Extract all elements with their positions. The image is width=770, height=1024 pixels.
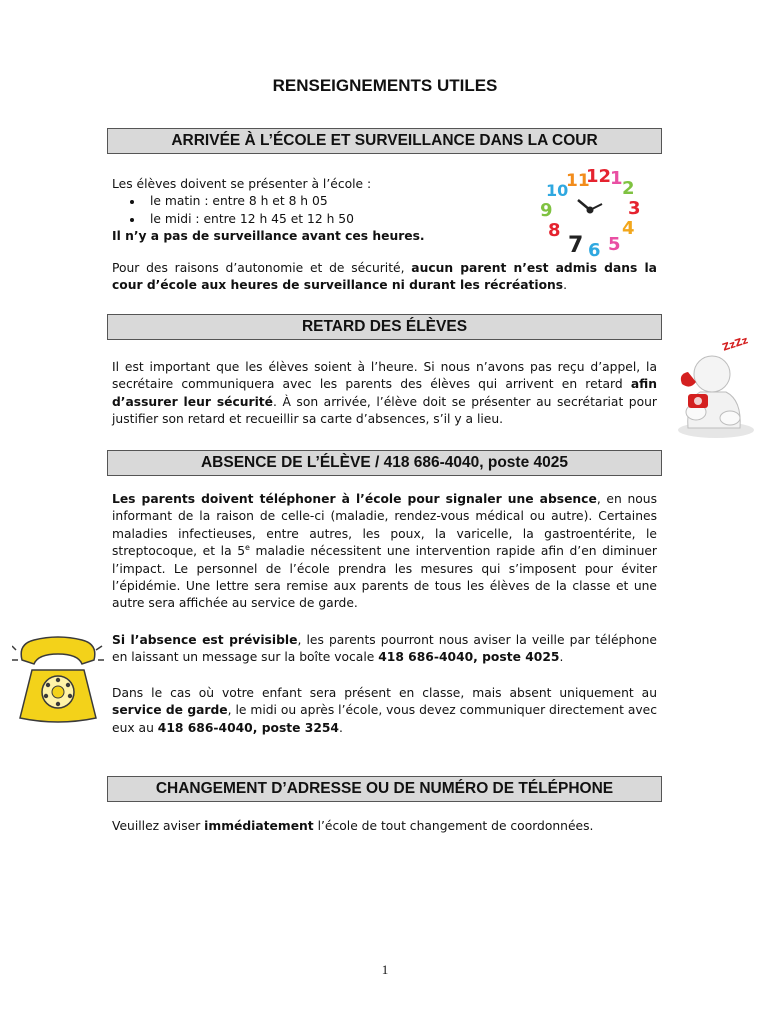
clock-number-5: 5 xyxy=(608,234,621,255)
section-heading-absence: ABSENCE DE L’ÉLÈVE / 418 686-4040, poste 4025 xyxy=(107,450,662,476)
list-item: • le midi : entre 12 h 45 et 12 h 50 xyxy=(144,211,532,228)
arrival-paragraph: Pour des raisons d’autonomie et de sécurité, aucun parent n’est admis dans la cour d’école aux heures de surveillance ni durant les récréations. xyxy=(112,261,657,293)
arrival-intro: Les élèves doivent se présenter à l’école : xyxy=(112,177,372,191)
clock-number-1: 1 xyxy=(610,168,623,189)
clock-number-9: 9 xyxy=(540,200,553,221)
clock-number-3: 3 xyxy=(628,198,641,219)
section-heading-lateness: RETARD DES ÉLÈVES xyxy=(107,314,662,340)
absence-paragraph-3: Dans le cas où votre enfant sera présent en classe, mais absent uniquement au service de garde, le midi ou après l’école, vous devez communiquer directement avec eux au 418 686-4040, poste 3254. xyxy=(112,686,657,735)
section-heading-arrival: ARRIVÉE À L’ÉCOLE ET SURVEILLANCE DANS LA COUR xyxy=(107,128,662,154)
lateness-paragraph: Il est important que les élèves soient à l’heure. Si nous n’avons pas reçu d’appel, la secrétaire communiquera avec les parents des élèves qui arrivent en retard afin d’assurer leur sécurité. À son arrivée, l’élève doit se présenter au secrétariat pour justifier son retard et recueillir sa carte d’absences, s’il y a lieu. xyxy=(112,360,657,427)
clock-number-6: 6 xyxy=(588,240,601,260)
page-number: 1 xyxy=(381,962,389,977)
clock-number-8: 8 xyxy=(548,220,561,241)
telephone-illustration xyxy=(12,630,104,728)
clock-number-2: 2 xyxy=(622,178,635,199)
address-change-paragraph: Veuillez aviser immédiatement l’école de tout changement de coordonnées. xyxy=(112,819,594,833)
clock-number-11: 11 xyxy=(566,171,590,191)
no-supervision-warning: Il n’y a pas de surveillance avant ces heures. xyxy=(112,229,425,244)
clock-number-12: 12 xyxy=(586,166,612,187)
clock-number-4: 4 xyxy=(622,218,635,239)
clock-number-10: 10 xyxy=(546,181,569,200)
absence-paragraph-2: Si l’absence est prévisible, les parents pourront nous aviser la veille par téléphone en laissant un message sur la boîte vocale 418 686-4040, poste 4025. xyxy=(112,633,657,665)
arrival-times-list xyxy=(112,193,532,228)
absence-paragraph-1: Les parents doivent téléphoner à l’école pour signaler une absence, en nous informant de la raison de celle-ci (maladie, rendez-vous médical ou autre). Certaines maladies infectieuses, entre autres, les poux, la varicelle, la gastroentérite, le streptocoque, et la 5e maladie nécessitent une intervention rapide afin d’en diminuer l’impact. Le personnel de l’école prendra les mesures qui s’imposent pour éviter l’épidémie. Une lettre sera remise aux parents de tous les élèves de la classe et une autre sera affichée au service de garde. xyxy=(112,492,657,611)
clock-number-7: 7 xyxy=(568,233,584,258)
svg-text:ZzZz: ZzZz xyxy=(721,335,750,354)
page-title: RENSEIGNEMENTS UTILES xyxy=(272,76,498,95)
clock-illustration xyxy=(538,160,642,260)
section-heading-address-change: CHANGEMENT D’ADRESSE OU DE NUMÉRO DE TÉLÉPHONE xyxy=(107,776,662,802)
figure-with-phone-illustration xyxy=(666,330,766,442)
list-item: • le matin : entre 8 h et 8 h 05 xyxy=(144,193,532,210)
arrival-block xyxy=(112,176,532,246)
